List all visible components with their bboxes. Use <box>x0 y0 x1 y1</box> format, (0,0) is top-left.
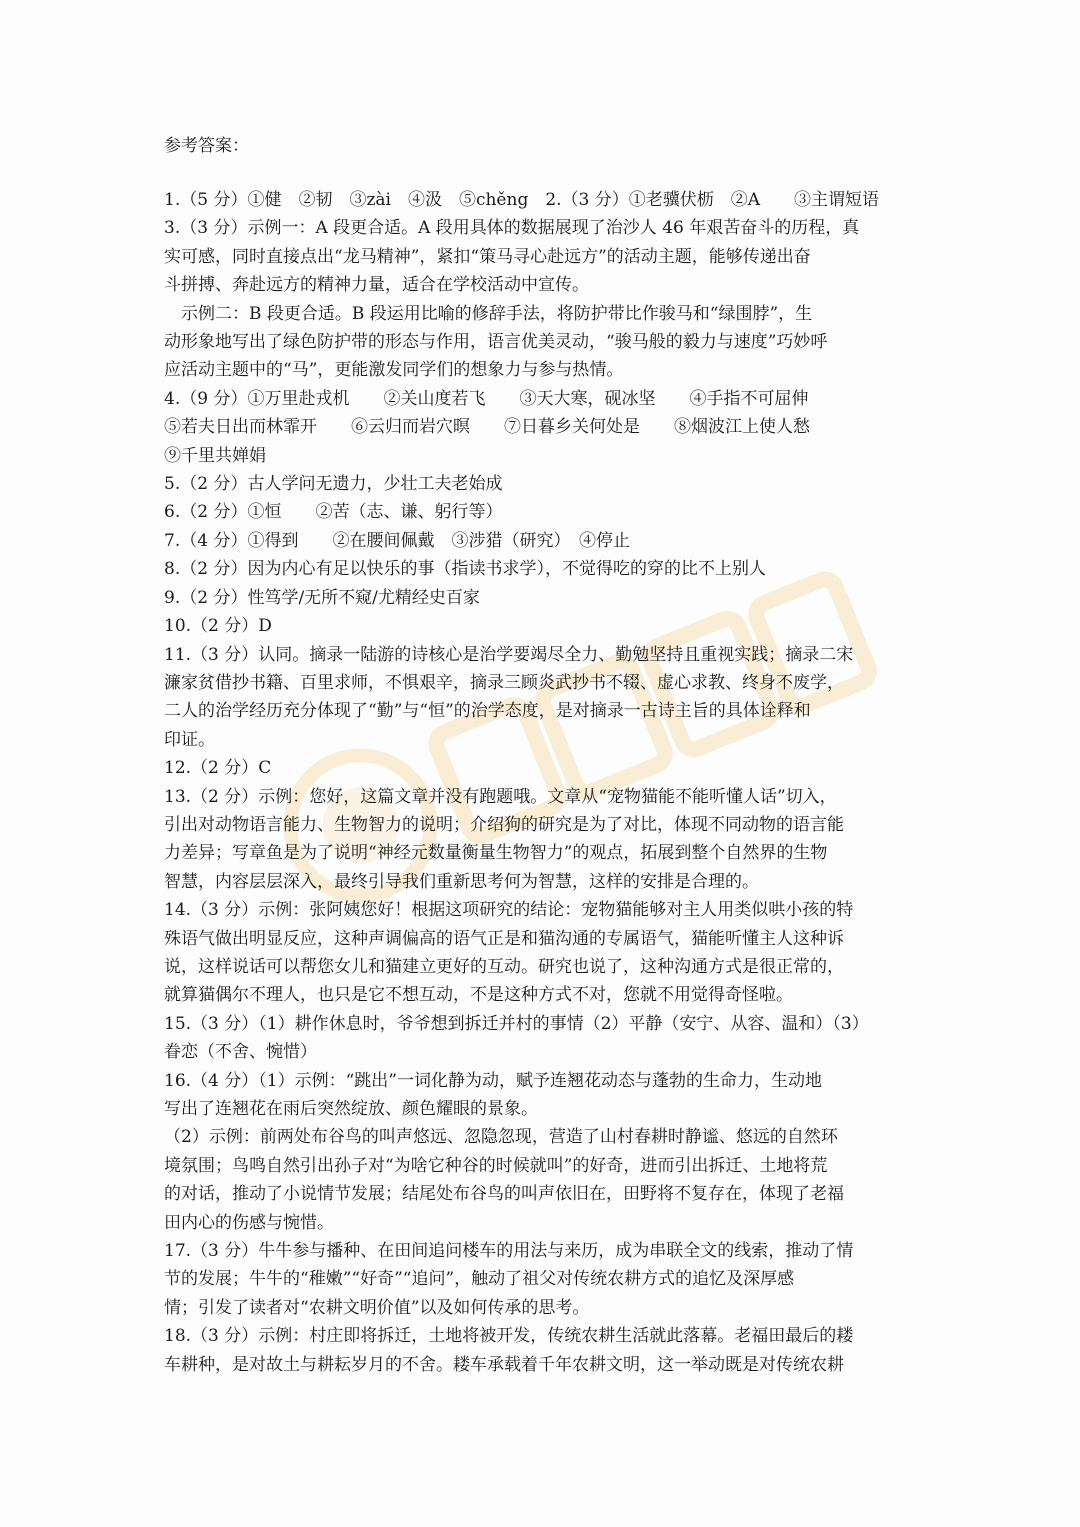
answer-line: 11.（3 分）认同。摘录一陆游的诗核心是治学要竭尽全力、勤勉坚持且重视实践；摘录二宋 <box>164 644 854 665</box>
answer-line: （2）示例：前两处布谷鸟的叫声悠远、忽隐忽现，营造了山村春耕时静谧、悠远的自然环 <box>164 1127 838 1148</box>
answer-line: 田内心的伤感与惋惜。 <box>164 1212 334 1233</box>
answer-line: 智慧，内容层层深入，最终引导我们重新思考何为智慧，这样的安排是合理的。 <box>164 871 759 892</box>
answer-line: 就算猫偶尔不理人，也只是它不想互动，不是这种方式不对，您就不用觉得奇怪啦。 <box>164 985 793 1006</box>
answer-line: 情；引发了读者对“农耕文明价值”以及如何传承的思考。 <box>164 1297 590 1318</box>
answer-line: 18.（3 分）示例：村庄即将拆迁，土地将被开发，传统农耕生活就此落幕。老福田最后的耧 <box>164 1326 854 1347</box>
answer-line: 14.（3 分）示例：张阿姨您好！根据这项研究的结论：宠物猫能够对主人用类似哄小孩的特 <box>164 900 854 921</box>
answer-line: 濂家贫借抄书籍、百里求师，不惧艰辛，摘录三顾炎武抄书不辍、虚心求教、终身不废学， <box>164 672 844 693</box>
answer-line: 4.（9 分）①万里赴戎机 ②关山度若飞 ③天大寒，砚冰坚 ④手指不可屈伸 <box>164 388 809 409</box>
answer-line: 5.（2 分）古人学问无遗力，少壮工夫老始成 <box>164 474 503 495</box>
answer-line: 斗拼搏、奔赴远方的精神力量，适合在学校活动中宣传。 <box>164 275 589 296</box>
answer-line: 13.（2 分）示例：您好，这篇文章并没有跑题哦。文章从“宠物猫能不能听懂人话”切入， <box>164 786 837 807</box>
document-title: 参考答案： <box>164 136 249 156</box>
answer-line: 8.（2 分）因为内心有足以快乐的事（指读书求学），不觉得吃的穿的比不上别人 <box>164 559 766 580</box>
answer-line: 7.（4 分）①得到 ②在腰间佩戴 ③涉猎（研究） ④停止 <box>164 530 630 551</box>
answer-line: 17.（3 分）牛牛参与播种、在田间追问楼车的用法与来历，成为串联全文的线索，推动了情 <box>164 1241 854 1262</box>
answer-line: 实可感，同时直接点出“龙马精神”，紧扣“策马寻心赴远方”的活动主题，能够传递出奋 <box>164 246 811 267</box>
answer-line: 车耕种，是对故土与耕耘岁月的不舍。耧车承载着千年农耕文明，这一举动既是对传统农耕 <box>164 1354 844 1375</box>
answer-line: 殊语气做出明显反应，这种声调偏高的语气正是和猫沟通的专属语气，猫能听懂主人这种诉 <box>164 928 844 949</box>
answer-line: 印证。 <box>164 729 215 750</box>
answer-content <box>164 132 920 1379</box>
answer-lines <box>164 186 920 1379</box>
answer-line: 16.（4 分）（1）示例：“跳出”一词化静为动，赋予连翘花动态与蓬勃的生命力，生动地 <box>164 1070 822 1091</box>
answer-line: 动形象地写出了绿色防护带的形态与作用，语言优美灵动，“骏马般的毅力与速度”巧妙呼 <box>164 332 828 353</box>
answer-line: 示例二：B 段更合适。B 段运用比喻的修辞手法，将防护带比作骏马和“绿围脖”，生 <box>164 303 813 324</box>
answer-line: 10.（2 分）D <box>164 616 272 637</box>
answer-line: 的对话，推动了小说情节发展；结尾处布谷鸟的叫声依旧在，田野将不复存在，体现了老福 <box>164 1184 844 1205</box>
answer-line: 说，这样说话可以帮您女儿和猫建立更好的互动。研究也说了，这种沟通方式是很正常的， <box>164 956 844 977</box>
answer-line: 引出对动物语言能力、生物智力的说明；介绍狗的研究是为了对比，体现不同动物的语言能 <box>164 814 844 835</box>
answer-line: ⑨千里共婵娟 <box>164 445 266 466</box>
answer-line: 写出了连翘花在雨后突然绽放、颜色耀眼的景象。 <box>164 1099 538 1119</box>
answer-line: 眷恋（不舍、惋惜） <box>164 1042 317 1063</box>
answer-line: 力差异；写章鱼是为了说明“神经元数量衡量生物智力”的观点，拓展到整个自然界的生物 <box>164 843 828 864</box>
answer-line: 15.（3 分）（1）耕作休息时，爷爷想到拆迁并村的事情（2）平静（安宁、从容、温和）（3） <box>164 1013 869 1034</box>
answer-line: ⑤若夫日出而林霏开 ⑥云归而岩穴暝 ⑦日暮乡关何处是 ⑧烟波江上使人愁 <box>164 417 810 438</box>
answer-line: 12.（2 分）C <box>164 758 272 779</box>
answer-line: 1.（5 分）①健 ②韧 ③zài ④汲 ⑤chěng 2.（3 分）①老骥伏枥 ②A ③主谓短语 <box>164 190 880 210</box>
answer-line: 节的发展；牛牛的“稚嫩”“好奇”“追问”，触动了祖父对传统农耕方式的追忆及深厚感 <box>164 1269 795 1290</box>
answer-line: 3.（3 分）示例一：A 段更合适。A 段用具体的数据展现了治沙人 46 年艰苦奋斗的历程，真 <box>164 218 860 239</box>
answer-line: 6.（2 分）①恒 ②苦（志、谦、躬行等） <box>164 502 503 523</box>
answer-line: 9.（2 分）性笃学/无所不窥/尤精经史百家 <box>164 587 480 608</box>
answer-line: 二人的治学经历充分体现了“勤”与“恒”的治学态度，是对摘录一古诗主旨的具体诠释和 <box>164 701 811 722</box>
answer-line: 应活动主题中的“马”，更能激发同学们的想象力与参与热情。 <box>164 360 624 381</box>
answer-line: 境氛围；鸟鸣自然引出孙子对“为啥它种谷的时候就叫”的好奇，进而引出拆迁、土地将荒 <box>164 1155 828 1176</box>
